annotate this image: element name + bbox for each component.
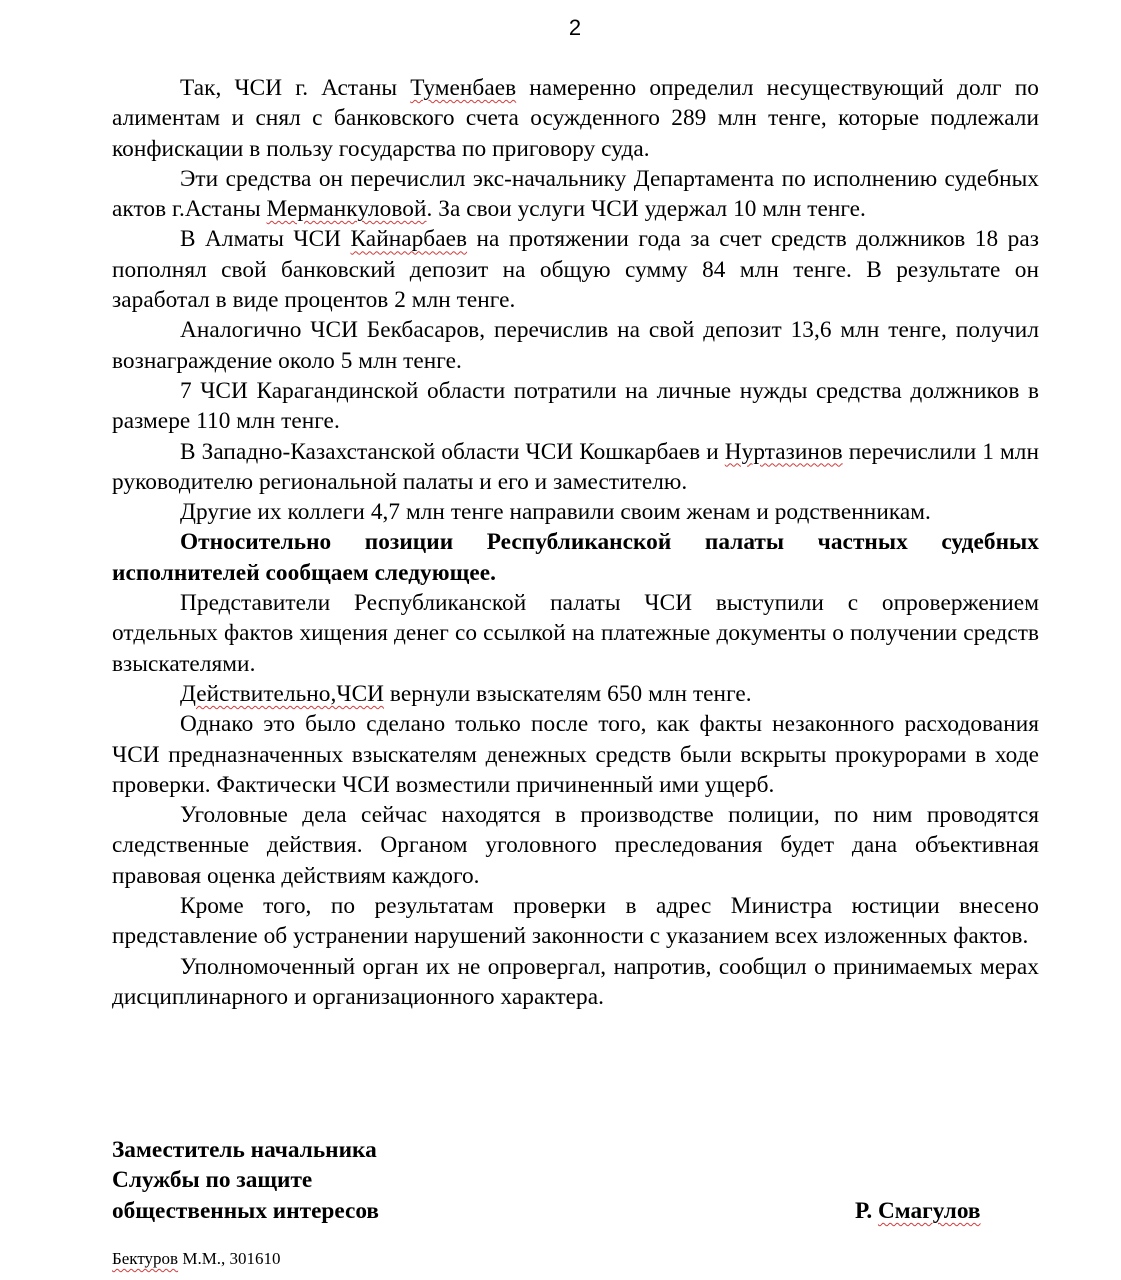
paragraph-10-text-b: вернули взыскателям 650 млн тенге. bbox=[384, 680, 752, 707]
paragraph-5-text: 7 ЧСИ Карагандинской области потратили на личные нужды средства должников в размере 110 млн тенге. bbox=[112, 377, 1039, 435]
paragraph-1 bbox=[112, 73, 1039, 164]
paragraph-13 bbox=[112, 891, 1039, 952]
signer-name bbox=[855, 1196, 981, 1226]
spellcheck-flag-nurtazinov: Нуртазинов bbox=[724, 438, 843, 465]
paragraph-4-text: Аналогично ЧСИ Бекбасаров, перечислив на свой депозит 13,6 млн тенге, получил вознаграждение около 5 млн тенге. bbox=[112, 317, 1039, 374]
paragraph-6-text-b: перечислили 1 млн руководителю региональной палаты и его и заместителю. bbox=[112, 438, 1039, 495]
paragraph-2 bbox=[112, 164, 1039, 225]
paragraph-2-text-b: . За свои услуги ЧСИ удержал 10 млн тенге. bbox=[426, 196, 866, 223]
executor-note bbox=[112, 1248, 281, 1270]
paragraph-6-text-a: В Западно-Казахстанской области ЧСИ Кошкарбаев и bbox=[180, 438, 725, 465]
paragraph-12 bbox=[112, 800, 1039, 891]
paragraph-11-text: Однако это было сделано только после того, как факты незаконного расходования ЧСИ предназначенных взыскателям денежных средств были вскрыты прокурорами в ходе проверки. Фактически ЧСИ возместили причиненный ими ущерб. bbox=[112, 711, 1039, 798]
paragraph-1-text-a: Так, ЧСИ г. Астаны bbox=[180, 75, 411, 101]
paragraph-3-text-b: на протяжении года за счет средств должников 18 раз пополнял свой банковский депозит на общую сумму 84 млн тенге. В результате он заработал в виде процентов 2 млн тенге. bbox=[112, 226, 1039, 314]
signature-position-line-1: Заместитель начальника bbox=[112, 1137, 377, 1163]
spellcheck-flag-kainarbaev: Кайнарбаев bbox=[350, 226, 468, 253]
paragraph-9 bbox=[112, 588, 1039, 679]
signature-position-line-3: общественных интересов bbox=[112, 1197, 380, 1224]
paragraph-7-text: Другие их коллеги 4,7 млн тенге направили своим женам и родственникам. bbox=[180, 499, 931, 526]
paragraph-2-text-a: Эти средства он перечислил экс-начальнику Департамента по исполнению судебных актов г.Астаны bbox=[112, 165, 1039, 223]
letter-body bbox=[112, 73, 1039, 1012]
spellcheck-flag-smagulov: Смагулов bbox=[877, 1198, 981, 1224]
paragraph-5 bbox=[112, 376, 1039, 437]
paragraph-3 bbox=[112, 224, 1039, 315]
paragraph-11 bbox=[112, 709, 1039, 800]
paragraph-1-text-b: намеренно определил несуществующий долг по алиментам и снял с банковского счета осужденного 289 млн тенге, которые подлежали конфискации в пользу государства по приговору суда. bbox=[112, 75, 1039, 162]
paragraph-10 bbox=[112, 679, 1039, 709]
signer-initial: Р. bbox=[855, 1198, 878, 1224]
paragraph-14-text: Уполномоченный орган их не опровергал, напротив, сообщил о принимаемых мерах дисциплинарного и организационного характера. bbox=[112, 953, 1039, 1010]
signature-position-line-2: Службы по защите bbox=[112, 1167, 313, 1194]
paragraph-8-text: Относительно позиции Республиканской палаты частных судебных исполнителей сообщаем следующее. bbox=[112, 529, 1039, 586]
paragraph-7 bbox=[112, 497, 1039, 527]
page-number: 2 bbox=[568, 15, 582, 40]
paragraph-9-text: Представители Республиканской палаты ЧСИ выступили с опровержением отдельных фактов хищения денег со ссылкой на платежные документы о получении средств взыскателями. bbox=[112, 590, 1039, 677]
executor-contact: М.М., 301610 bbox=[178, 1249, 281, 1268]
paragraph-14 bbox=[112, 952, 1039, 1013]
paragraph-6 bbox=[112, 437, 1039, 498]
paragraph-3-text-a: В Алматы ЧСИ bbox=[180, 226, 351, 253]
paragraph-13-text: Кроме того, по результатам проверки в адрес Министра юстиции внесено представление об устранении нарушений законности с указанием всех изложенных фактов. bbox=[112, 893, 1039, 950]
spellcheck-flag-mermankulova: Мерманкуловой bbox=[266, 196, 427, 223]
spellcheck-flag-deistvitelno: Действительно,ЧСИ bbox=[180, 680, 385, 707]
paragraph-8-bold-heading bbox=[112, 527, 1039, 588]
spellcheck-flag-tumenbaev: Туменбаев bbox=[410, 75, 517, 101]
paragraph-12-text: Уголовные дела сейчас находятся в производстве полиции, по ним проводятся следственные действия. Органом уголовного преследования будет дана объективная правовая оценка действиям каждого. bbox=[112, 802, 1039, 889]
paragraph-4 bbox=[112, 315, 1039, 376]
spellcheck-flag-bekturov: Бектуров bbox=[112, 1249, 179, 1268]
